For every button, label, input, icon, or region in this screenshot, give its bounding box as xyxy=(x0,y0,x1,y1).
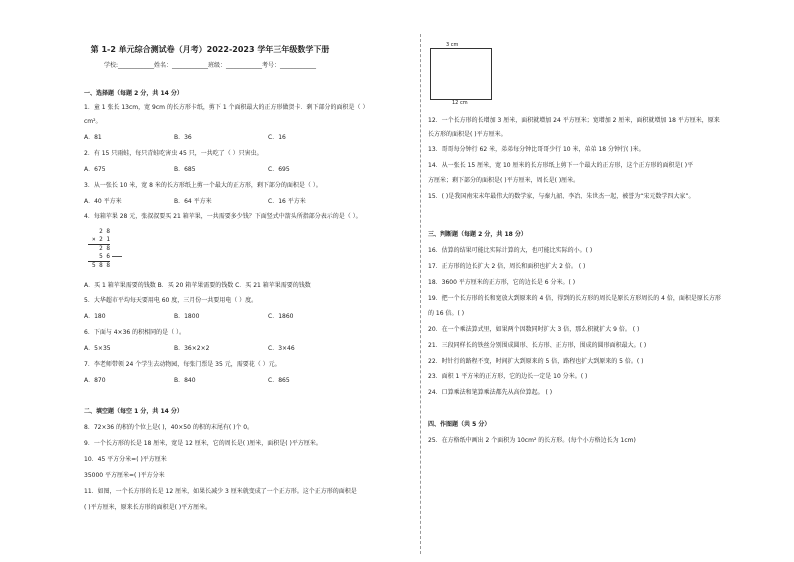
question-3: 3．从一张长 10 米，宽 8 米的长方形纸上剪一个最大的正方形，剩下部分的面积是（ ）。 xyxy=(84,182,322,189)
q4-options: A．买 1 箱苹果需要的钱数 B．买 20 箱苹果需要的钱数 C．买 21 箱苹果需要的钱数 xyxy=(84,282,311,289)
question-19: 19．把一个长方形的长和宽放大到原来的 4 倍，得到的长方形的周长是原长方形周长的 4 倍，面积是原长方形 xyxy=(428,295,721,302)
question-14: 14．从一张长 15 厘米，宽 10 厘米的长方形纸上剪下一个最大的正方形，这个正方形的面积是( )平 xyxy=(428,162,694,169)
q7-option-c: C．865 xyxy=(268,377,290,384)
page-title: 第 1-2 单元综合测试卷（月考）2022-2023 学年三年级数学下册 xyxy=(90,45,330,54)
q7-option-b: B．840 xyxy=(174,377,196,384)
question-7: 7．李老师带领 24 个学生去动物园，每张门票是 35 元，需要花（ ）元。 xyxy=(84,361,281,368)
question-12-cont: 长方形的面积是( )平方厘米。 xyxy=(428,131,507,138)
question-8: 8．72×36 的积的个位上是( )，40×50 的积的末尾有( )个 0。 xyxy=(84,424,254,431)
question-23: 23．面积 1 平方米的正方形，它的边长一定是 10 分米。( ) xyxy=(428,373,588,380)
question-16: 16．估算的结果可能比实际计算的大，也可能比实际的小。( ) xyxy=(428,247,593,254)
student-info-line: 学校:____________姓名：____________班级：____________考号：____________ xyxy=(103,62,317,69)
q1-option-c: C．16 xyxy=(268,134,286,141)
question-18: 18．3600 平方厘米的正方形，它的边长是 6 分米。( ) xyxy=(428,279,576,286)
question-6: 6．下面与 4×36 的积相同的是（ ）。 xyxy=(84,329,186,336)
section-draw: 四、作图题（共 5 分） xyxy=(428,421,491,428)
question-24: 24．口算乘法和笔算乘法都先从高位算起。 ( ) xyxy=(428,389,553,396)
question-2: 2．有 15 只雨蛙，每只青蛙吃害虫 45 只，一共吃了（ ）只害虫。 xyxy=(84,150,263,157)
question-25: 25．在方格纸中画出 2 个面积为 10cm² 的长方形。(每个小方格边长为 1cm) xyxy=(428,437,636,444)
question-1: 1．童 1 张长 13cm，宽 9cm 的长方形卡纸，剪下 1 个面积最大的正方形做贺卡．剩下部分的面积是（ ） xyxy=(84,104,369,111)
question-10a: 10．45 平方分米=( )平方厘米 xyxy=(84,456,167,463)
q5-option-a: A．180 xyxy=(84,313,106,320)
arrow-pointer xyxy=(112,256,122,257)
q6-option-b: B．36×2×2 xyxy=(174,345,210,352)
q3-option-c: C．16 平方米 xyxy=(268,198,306,205)
section-fill: 二、填空题（每空 1 分，共 14 分） xyxy=(84,408,183,415)
question-12: 12．一个长方形的长增加 3 厘米，面积就增加 24 平方厘米；宽增加 2 厘米，面积就增加 18 平方厘米，原来 xyxy=(428,117,720,124)
q5-option-b: B．1800 xyxy=(174,313,200,320)
vertical-multiplication xyxy=(88,228,110,270)
q2-option-b: B．685 xyxy=(174,166,196,173)
question-17: 17．正方形的边长扩大 2 倍，周长和面积也扩大 2 倍。 ( ) xyxy=(428,263,586,270)
calc-line-4: 5 6 xyxy=(99,253,110,260)
rectangle-figure xyxy=(430,48,492,100)
question-22: 22．时针行的路程不变，时间扩大到原来的 5 倍，路程也扩大到原来的 5 倍。( ) xyxy=(428,358,644,365)
q5-option-c: C．1860 xyxy=(268,313,294,320)
calc-line-1: 2 8 xyxy=(99,228,110,235)
question-20: 20．在一个乘法算式里，如果两个因数同时扩大 3 倍，那么积就扩大 9 倍。 ( ) xyxy=(428,326,640,333)
question-13: 13．哥哥每分钟行 62 米，弟弟每分钟比哥哥少行 10 米，弟弟 18 分钟行( )米。 xyxy=(428,146,645,153)
section-judge: 三、判断题（每题 2 分，共 18 分） xyxy=(428,231,527,238)
question-19-cont: 的 16 倍。( ) xyxy=(428,310,465,317)
question-10b: 35000 平方厘米=( )平方分米 xyxy=(84,472,165,479)
q6-option-c: C．3×46 xyxy=(268,345,295,352)
q1-option-b: B．36 xyxy=(174,134,192,141)
figure-bottom-dim: 12 cm xyxy=(452,100,468,106)
question-15: 15．( )是我国南宋末年最伟大的数学家，与秦九韶、李冶、朱世杰一起，被誉为“宋元数学四大家”。 xyxy=(428,193,695,200)
question-9: 9．一个长方形的长是 18 厘米，宽是 12 厘米，它的周长是( )厘米，面积是( )平方厘米。 xyxy=(84,440,322,447)
calc-line-3: 2 8 xyxy=(99,245,110,252)
calc-line-2: × 2 1 xyxy=(91,236,110,243)
question-21: 21．三段同样长的铁丝分别围成圆形、长方形、正方形，围成的圆形面积最大。( ) xyxy=(428,342,647,349)
q3-option-a: A．40 平方米 xyxy=(84,198,122,205)
section-choice: 一、选择题（每题 2 分，共 14 分） xyxy=(84,90,183,97)
question-11-cont: ( )平方厘米，原来长方形的面积是( )平方厘米。 xyxy=(84,504,212,511)
q6-option-a: A．5×35 xyxy=(84,345,111,352)
q2-option-a: A．675 xyxy=(84,166,106,173)
q2-option-c: C．695 xyxy=(268,166,290,173)
q7-option-a: A．870 xyxy=(84,377,106,384)
question-5: 5．大华超市平均每天要用电 60 度，三月份一共要用电（ ）度。 xyxy=(84,297,258,304)
question-4: 4．每箱苹果 28 元，张叔叔要买 21 箱苹果，一共需要多少钱？下面竖式中箭头所指部分表示的是（ ）。 xyxy=(84,213,362,220)
q1-option-a: A．81 xyxy=(84,134,102,141)
question-1-unit: cm²。 xyxy=(84,118,102,125)
question-11: 11．如图，一个长方形的长是 12 厘米，如果长减少 3 厘米就变成了一个正方形。这个正方形的面积是 xyxy=(84,488,357,495)
question-14-cont: 方厘米；剩下部分的面积是( )平方厘米，周长是( )厘米。 xyxy=(428,177,580,184)
column-divider xyxy=(420,34,421,554)
figure-top-dim: 3 cm xyxy=(446,42,459,48)
calc-line-5: 5 8 8 xyxy=(91,262,110,269)
q3-option-b: B．64 平方米 xyxy=(174,198,212,205)
